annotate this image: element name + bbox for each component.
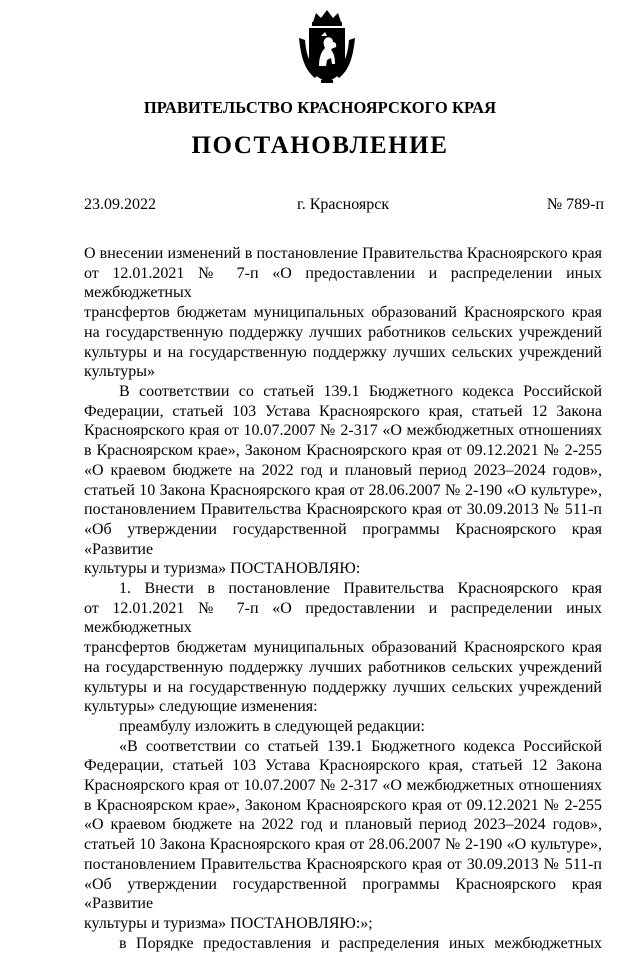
body-line: Федерации, статьей 103 Устава Красноярского края, статьей 12 Закона xyxy=(84,757,602,775)
body-line: трансфертов бюджетам муниципальных образований Красноярского края xyxy=(84,639,602,657)
body-line: в Красноярском крае», Законом Красноярского края от 09.12.2021 № 2-255 xyxy=(84,442,602,460)
document-city: г. Красноярск xyxy=(297,196,390,213)
document-date: 23.09.2022 xyxy=(84,196,156,213)
government-name: ПРАВИТЕЛЬСТВО КРАСНОЯРСКОГО КРАЯ xyxy=(143,98,497,117)
krasnoyarsk-coat-of-arms-icon xyxy=(297,8,357,84)
body-line: постановлением Правительства Красноярского края от 30.09.2013 № 511-п xyxy=(84,855,602,873)
body-line: «Об утверждении государственной программы Красноярского края «Развитие xyxy=(84,875,602,913)
document-title xyxy=(84,244,602,382)
body-line: в Порядке предоставления и распределения иных межбюджетных xyxy=(119,934,602,952)
title-line: трансфертов бюджетам муниципальных образований Красноярского края xyxy=(84,304,602,322)
body-line: преамбулу изложить в следующей редакции: xyxy=(119,717,425,735)
body-line: «Об утверждении государственной программы Красноярского края «Развитие xyxy=(84,520,602,558)
body-line: «В соответствии со статьей 139.1 Бюджетного кодекса Российской xyxy=(119,737,602,755)
body-line: статьей 10 Закона Красноярского края от 28.06.2007 № 2-190 «О культуре», xyxy=(84,836,602,854)
body-line: от 12.01.2021 № 7-п «О предоставлении и распределении иных межбюджетных xyxy=(84,599,602,637)
body-line: культуры и на государственную поддержку лучших сельских учреждений xyxy=(84,678,602,696)
body-line: в Красноярском крае», Законом Красноярского края от 09.12.2021 № 2-255 xyxy=(84,796,602,814)
body-line: В соответствии со статьей 139.1 Бюджетного кодекса Российской xyxy=(119,383,602,400)
body-line: 1. Внести в постановление Правительства Красноярского края xyxy=(119,580,602,598)
body-line: «О краевом бюджете на 2022 год и плановый период 2023–2024 годов», xyxy=(84,461,602,479)
body-line: культуры и туризма» ПОСТАНОВЛЯЮ:»; xyxy=(84,914,373,932)
title-line: культуры» xyxy=(84,363,156,381)
body-line: статьей 10 Закона Красноярского края от 28.06.2007 № 2-190 «О культуре», xyxy=(84,481,602,499)
document-body xyxy=(84,382,602,953)
body-line: Федерации, статьей 103 Устава Красноярского края, статьей 12 Закона xyxy=(84,402,602,420)
body-line: на государственную поддержку лучших работников сельских учреждений xyxy=(84,658,602,676)
body-line: Красноярского края от 10.07.2007 № 2-317 «О межбюджетных отношениях xyxy=(84,422,602,440)
document-type: ПОСТАНОВЛЕНИЕ xyxy=(191,132,449,159)
document-meta xyxy=(84,196,604,218)
title-line: от 12.01.2021 № 7-п «О предоставлении и распределении иных межбюджетных xyxy=(84,264,602,302)
title-line: О внесении изменений в постановление Правительства Красноярского края xyxy=(84,245,602,262)
body-line: культуры» следующие изменения: xyxy=(84,698,318,716)
title-line: культуры и на государственную поддержку лучших сельских учреждений xyxy=(84,343,602,361)
body-line: «О краевом бюджете на 2022 год и плановый период 2023–2024 годов», xyxy=(84,816,602,834)
document-number: № 789-п xyxy=(546,196,604,213)
body-line: постановлением Правительства Красноярского края от 30.09.2013 № 511-п xyxy=(84,501,602,519)
body-line: культуры и туризма» ПОСТАНОВЛЯЮ: xyxy=(84,560,361,578)
body-line: Красноярского края от 10.07.2007 № 2-317 «О межбюджетных отношениях xyxy=(84,777,602,795)
title-line: на государственную поддержку лучших работников сельских учреждений xyxy=(84,323,602,341)
